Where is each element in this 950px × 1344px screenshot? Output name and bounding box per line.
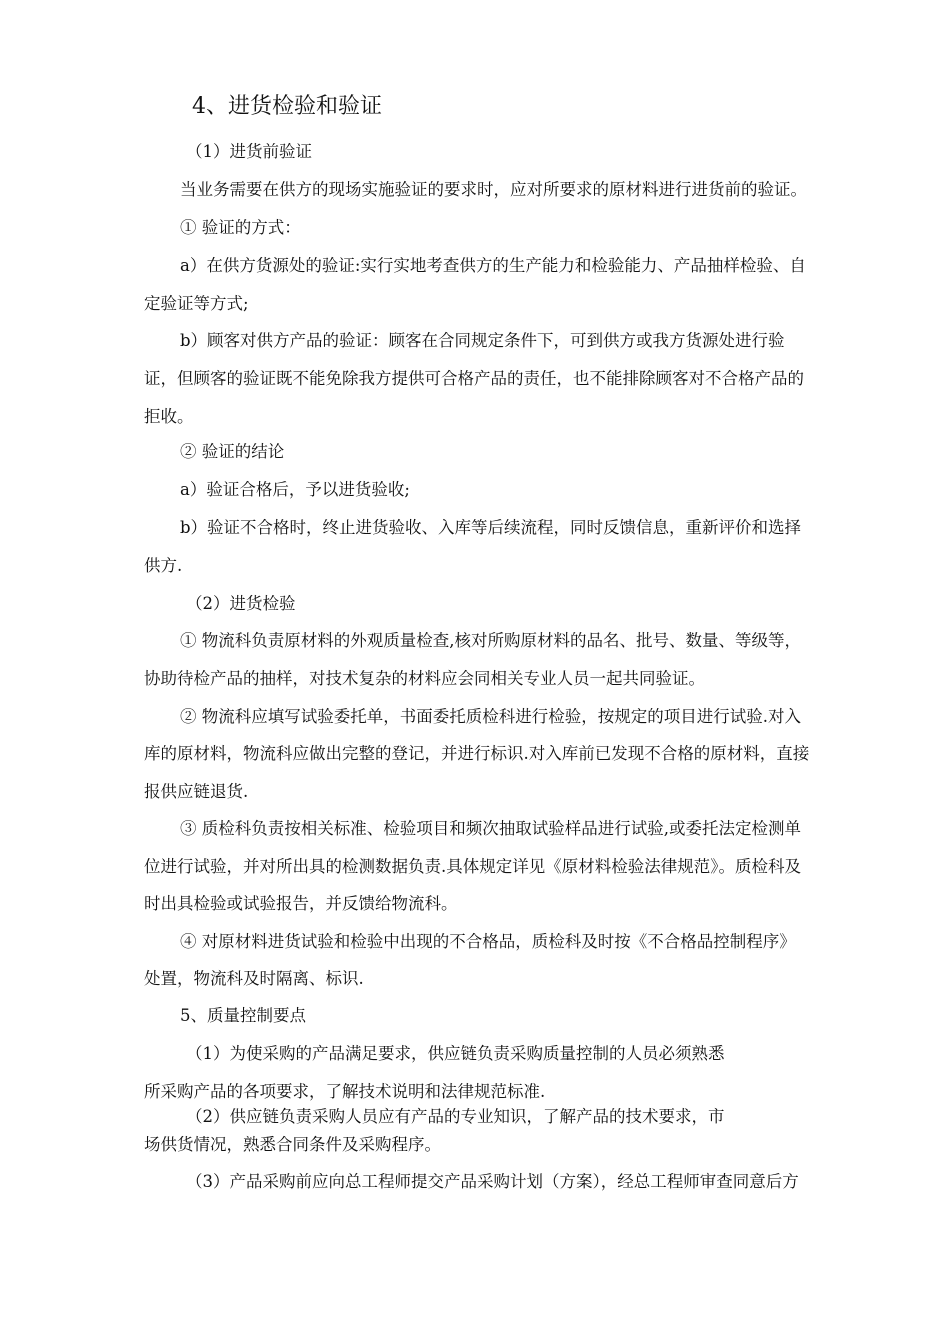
method-a-line-1: a）在供方货源处的验证:实行实地考查供方的生产能力和检验能力、产品抽样检验、自 — [180, 256, 806, 275]
method-a-line-2: 定验证等方式; — [144, 294, 249, 313]
quality-p3-line-1: （3）产品采购前应向总工程师提交产品采购计划（方案），经总工程师审查同意后方 — [186, 1172, 799, 1191]
section-4-title: 4、进货检验和验证 — [192, 94, 382, 119]
inspection-p4-line-1: ④ 对原材料进货试验和检验中出现的不合格品，质检科及时按《不合格品控制程序》 — [180, 932, 796, 951]
inspection-p2-line-3: 报供应链退货. — [144, 782, 249, 801]
conclusion-heading: ② 验证的结论 — [180, 442, 285, 461]
quality-p1-line-1: （1）为使采购的产品满足要求，供应链负责采购质量控制的人员必须熟悉 — [186, 1044, 725, 1063]
quality-p2-line-1: （2）供应链负责采购人员应有产品的专业知识，了解产品的技术要求，市 — [186, 1107, 725, 1126]
sub-1-intro: 当业务需要在供方的现场实施验证的要求时，应对所要求的原材料进行进货前的验证。 — [180, 180, 807, 199]
quality-p2-line-2: 场供货情况，熟悉合同条件及采购程序。 — [144, 1135, 441, 1154]
method-b-line-3: 拒收。 — [144, 407, 194, 426]
inspection-p1-line-2: 协助待检产品的抽样，对技术复杂的材料应会同相关专业人员一起共同验证。 — [144, 669, 705, 688]
sub-2-heading: （2）进货检验 — [186, 594, 296, 613]
conclusion-b-line-2: 供方. — [144, 556, 183, 575]
conclusion-a: a）验证合格后，予以进货验收; — [180, 480, 410, 499]
inspection-p3-line-3: 时出具检验或试验报告，并反馈给物流科。 — [144, 894, 458, 913]
method-b-line-1: b）顾客对供方产品的验证：顾客在合同规定条件下，可到供方或我方货源处进行验 — [180, 331, 785, 350]
inspection-p3-line-1: ③ 质检科负责按相关标准、检验项目和频次抽取试验样品进行试验,或委托法定检测单 — [180, 819, 801, 838]
inspection-p2-line-2: 库的原材料，物流科应做出完整的登记，并进行标识.对入库前已发现不合格的原材料，直接 — [144, 744, 810, 763]
inspection-p4-line-2: 处置，物流科及时隔离、标识. — [144, 969, 364, 988]
section-5-title: 5、质量控制要点 — [180, 1006, 306, 1025]
conclusion-b-line-1: b）验证不合格时，终止进货验收、入库等后续流程，同时反馈信息，重新评价和选择 — [180, 518, 802, 537]
method-b-line-2: 证，但顾客的验证既不能免除我方提供可合格产品的责任，也不能排除顾客对不合格产品的 — [144, 369, 804, 388]
quality-p1-line-2: 所采购产品的各项要求，了解技术说明和法律规范标准. — [144, 1082, 546, 1101]
inspection-p1-line-1: ① 物流科负责原材料的外观质量检查,核对所购原材料的品名、批号、数量、等级等， — [180, 631, 801, 650]
inspection-p2-line-1: ② 物流科应填写试验委托单，书面委托质检科进行检验，按规定的项目进行试验.对入 — [180, 707, 801, 726]
sub-1-heading: （1）进货前验证 — [186, 142, 312, 161]
inspection-p3-line-2: 位进行试验，并对所出具的检测数据负责.具体规定详见《原材料检验法律规范》。质检科及 — [144, 857, 801, 876]
method-heading: ① 验证的方式： — [180, 218, 301, 237]
